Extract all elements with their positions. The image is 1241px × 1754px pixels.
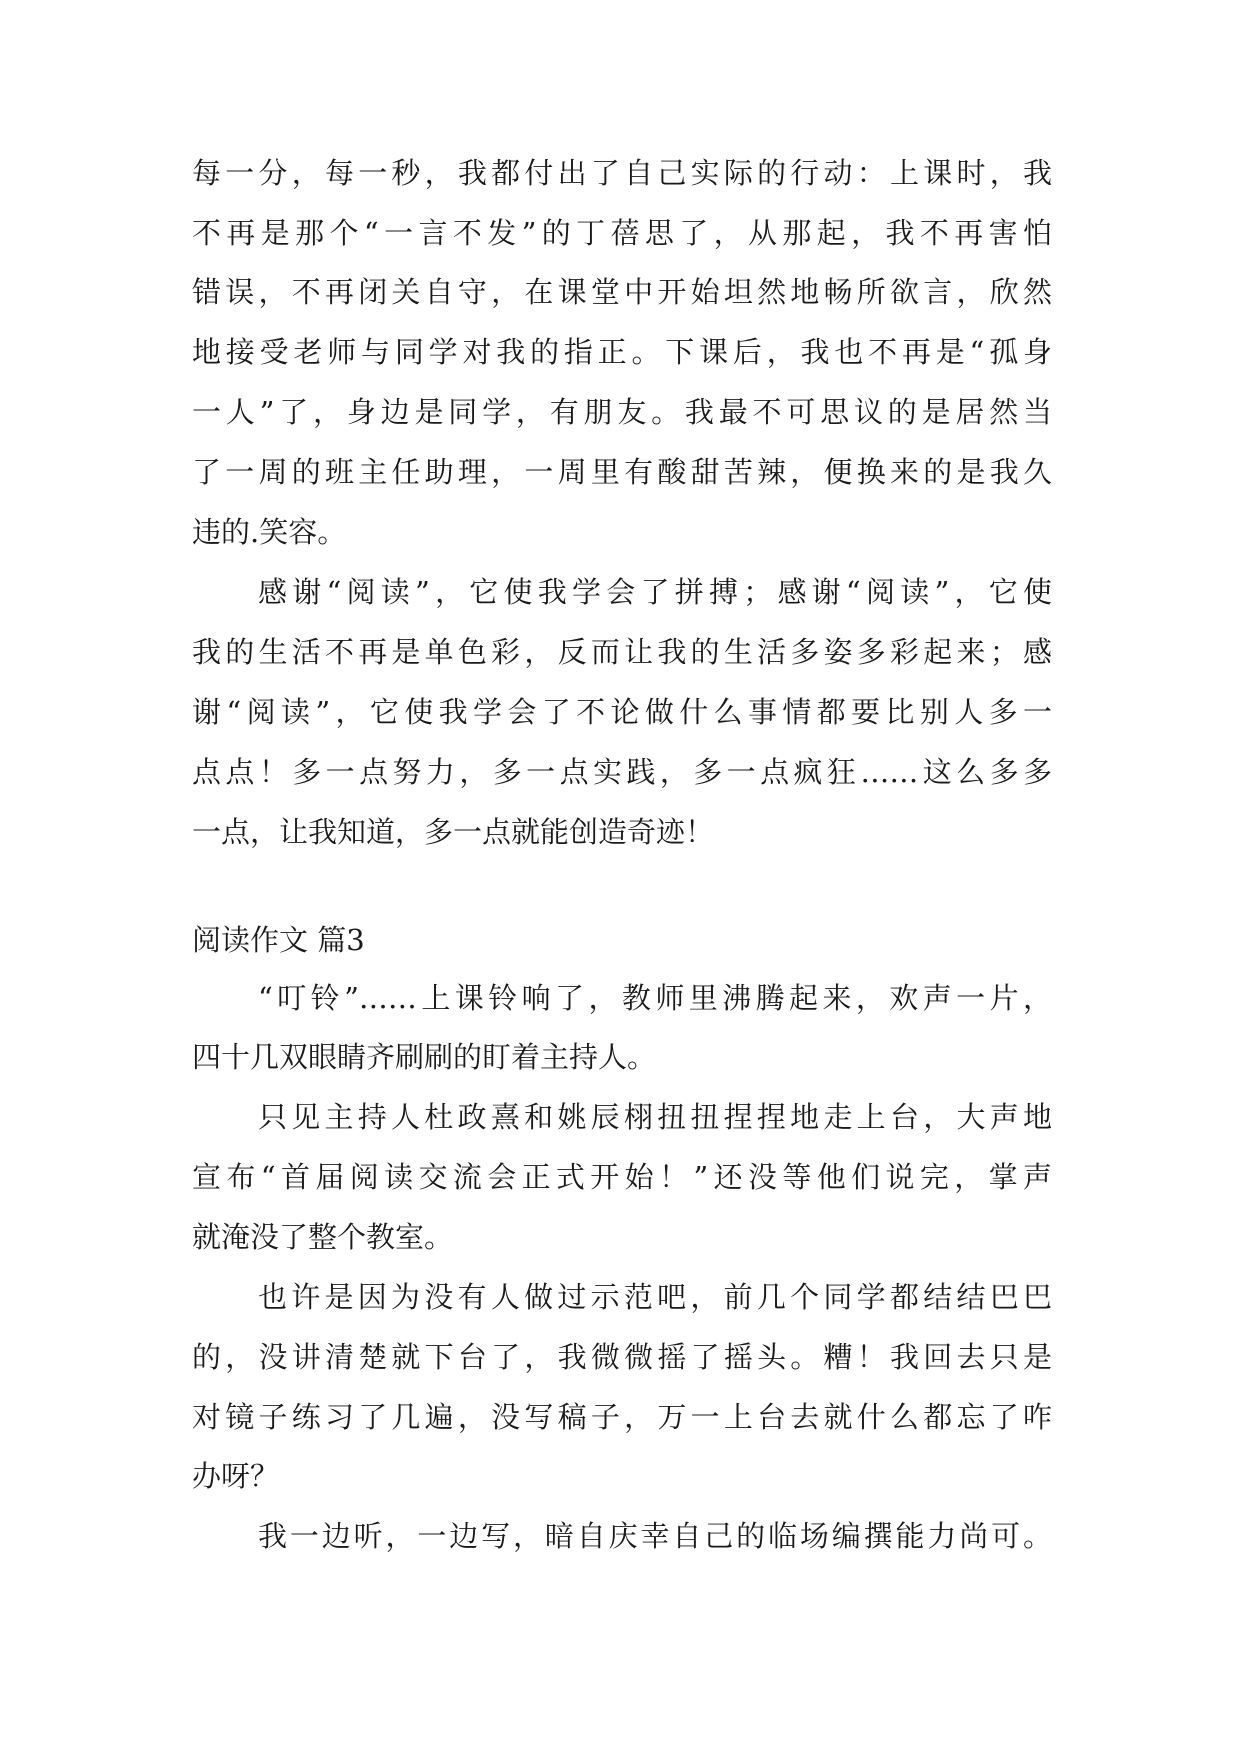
paragraph-line: 地接受老师与同学对我的指正。下课后，我也不再是“孤身 <box>192 335 1052 369</box>
paragraph-line: 我一边听，一边写，暗自庆幸自己的临场编撰能力尚可。 <box>258 1519 1052 1553</box>
paragraph-line: 了一周的班主任助理，一周里有酸甜苦辣，便换来的是我久 <box>192 455 1052 489</box>
paragraph-line: 对镜子练习了几遍，没写稿子，万一上台去就什么都忘了咋 <box>192 1400 1052 1434</box>
paragraph-line: 一人”了，身边是同学，有朋友。我最不可思议的是居然当 <box>192 395 1052 429</box>
paragraph-line: 感谢“阅读”，它使我学会了拼搏；感谢“阅读”，它使 <box>258 575 1052 609</box>
section-title: 阅读作文 篇3 <box>192 923 365 957</box>
paragraph-line: “叮铃”……上课铃响了，教师里沸腾起来，欢声一片， <box>258 981 1052 1015</box>
paragraph-line: 的，没讲清楚就下台了，我微微摇了摇头。糟！我回去只是 <box>192 1340 1052 1374</box>
paragraph-line: 不再是那个“一言不发”的丁蓓思了，从那起，我不再害怕 <box>192 216 1052 250</box>
paragraph-line: 错误，不再闭关自守，在课堂中开始坦然地畅所欲言，欣然 <box>192 275 1052 309</box>
paragraph-line: 我的生活不再是单色彩，反而让我的生活多姿多彩起来；感 <box>192 635 1052 669</box>
paragraph-line: 办呀？ <box>192 1459 280 1493</box>
paragraph-line: 每一分，每一秒，我都付出了自己实际的行动：上课时，我 <box>192 156 1052 190</box>
paragraph-line: 违的.笑容。 <box>192 515 347 549</box>
paragraph-line: 宣布“首届阅读交流会正式开始！”还没等他们说完，掌声 <box>192 1160 1052 1194</box>
paragraph-line: 也许是因为没有人做过示范吧，前几个同学都结结巴巴 <box>258 1280 1052 1314</box>
paragraph-line: 一点，让我知道，多一点就能创造奇迹！ <box>192 815 715 849</box>
paragraph-line: 就淹没了整个教室。 <box>192 1220 454 1254</box>
paragraph-line: 只见主持人杜政熹和姚辰栩扭扭捏捏地走上台，大声地 <box>258 1100 1052 1134</box>
paragraph-line: 点点！多一点努力，多一点实践，多一点疯狂……这么多多 <box>192 755 1052 789</box>
paragraph-line: 谢“阅读”，它使我学会了不论做什么事情都要比别人多一 <box>192 695 1052 729</box>
paragraph-line: 四十几双眼睛齐刷刷的盯着主持人。 <box>192 1040 657 1074</box>
